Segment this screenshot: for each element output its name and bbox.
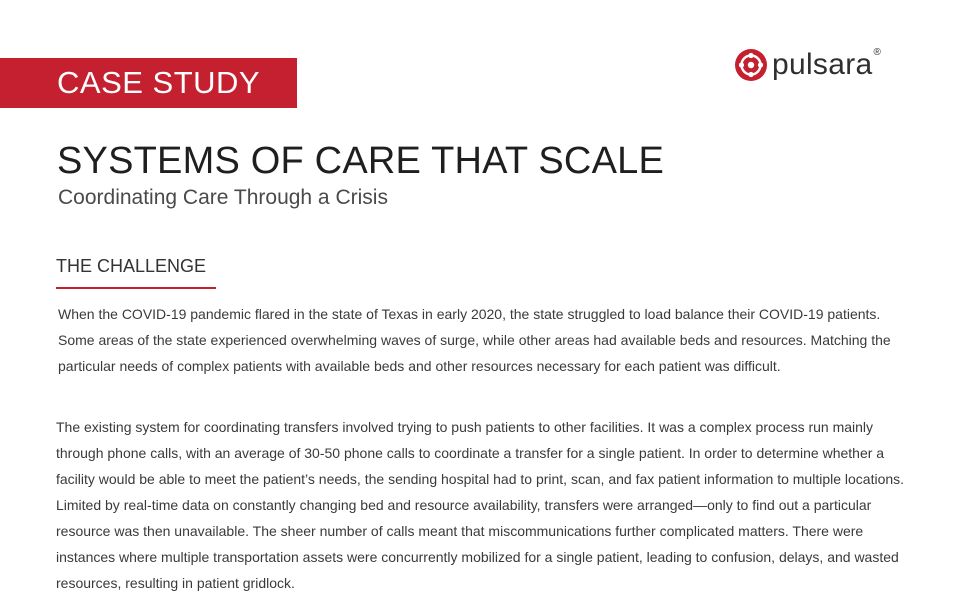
case-study-banner xyxy=(0,58,297,108)
banner-label: CASE STUDY xyxy=(57,65,261,100)
pulsara-logo-icon xyxy=(734,48,768,82)
page-title: SYSTEMS OF CARE THAT SCALE xyxy=(57,140,665,182)
logo-wordmark: pulsara xyxy=(772,48,873,81)
page-subtitle: Coordinating Care Through a Crisis xyxy=(58,186,388,209)
paragraph-2: The existing system for coordinating transfers involved trying to push patients to other facilities. It was a complex process run mainly through phone calls, with an average of 30-50 phone calls to coordinate a transfer for a single patient. In order to determine whether a facility would be able to meet the patient’s needs, the sending hospital had to print, scan, and fax patient information to multiple locations. Limited by real-time data on constantly changing bed and resource availability, transfers were arranged—only to find out a particular resource was then unavailable. The sheer number of calls meant that miscommunications further complicated matters. There were instances where multiple transportation assets were concurrently mobilized for a single patient, leading to confusion, delays, and wasted resources, resulting in patient gridlock. xyxy=(56,419,905,591)
section-heading: THE CHALLENGE xyxy=(56,256,207,276)
paragraph-1: When the COVID-19 pandemic flared in the state of Texas in early 2020, the state struggled to load balance their COVID-19 patients. Some areas of the state experienced overwhelming waves of surge, while other areas had available beds and resources. Matching the particular needs of complex patients with available beds and other resources necessary for each patient was difficult. xyxy=(58,306,891,374)
pulsara-logo xyxy=(734,45,881,85)
registered-mark: ® xyxy=(873,47,881,58)
section-underline xyxy=(56,287,216,289)
